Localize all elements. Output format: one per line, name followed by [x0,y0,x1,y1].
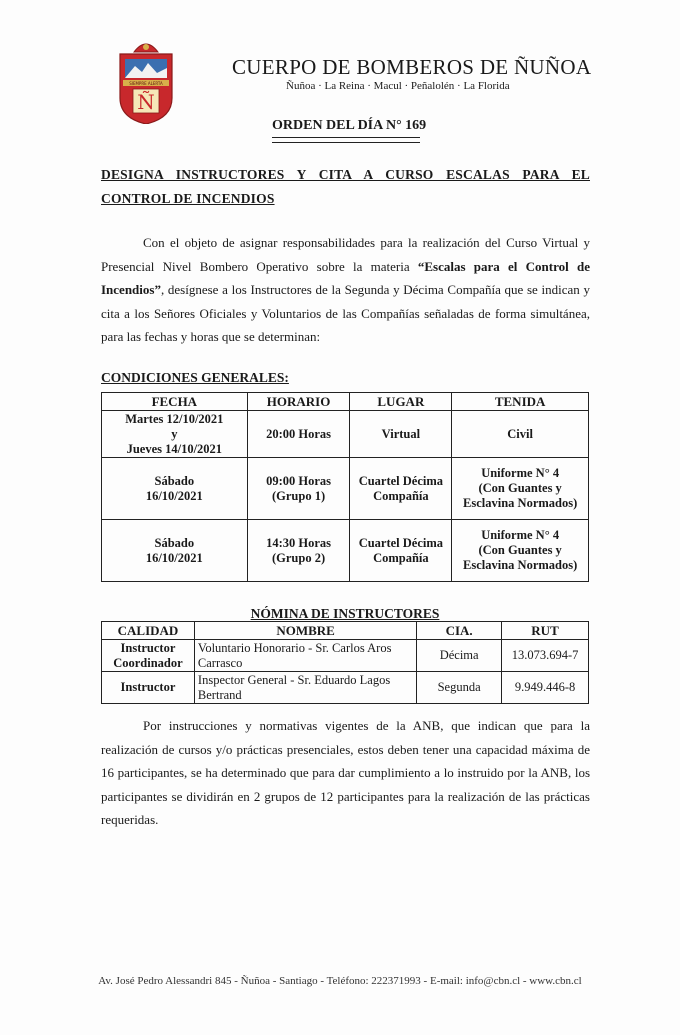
rut-cell: 9.949.446-8 [502,672,589,704]
table-row [102,640,589,672]
cell-line: Esclavina Normados) [463,496,578,510]
subject-heading [101,163,590,211]
cell-line: 16/10/2021 [145,488,203,503]
lugar-cell [350,520,452,582]
header-lugar: LUGAR [350,393,452,411]
rut-cell: 13.073.694-7 [502,640,589,672]
conditions-heading: CONDICIONES GENERALES: [101,370,289,385]
cell-line: Compañía [373,550,429,565]
fecha-cell [102,520,248,582]
header-tenida: TENIDA [452,393,589,411]
horario-cell [247,411,350,458]
intro-paragraph [101,231,590,349]
tenida-cell [452,520,589,582]
cell-line: Jueves 14/10/2021 [126,441,223,456]
conditions-table [101,392,589,582]
fecha-cell [102,458,248,520]
tenida-cell [452,411,589,458]
cell-line: Compañía [373,488,429,503]
course-name: “Escalas para el Control de Incendios” [101,258,590,297]
cell-line: Instructor [120,680,176,694]
instructors-heading: NÓMINA DE INSTRUCTORES [250,606,440,621]
intro-text-1: Con el objeto de asignar responsabilidades para la realización del Curso Virtual y Presencial Nivel Bombero Operativo sobre la materia [101,235,590,274]
cell-line: (Con Guantes y [478,481,562,495]
fire-department-emblem [117,38,175,124]
instructors-table [101,621,589,704]
cell-line: y [171,426,178,441]
table-row [102,458,589,520]
emblem-ribbon-text: SIEMPRE ALERTA [129,80,163,86]
cell-line: 14:30 Horas [266,535,332,550]
cell-line: Sábado [154,473,195,488]
cell-line: Esclavina Normados) [463,558,578,572]
cell-line: Civil [507,426,533,441]
order-title: ORDEN DEL DÍA N° 169 [272,118,427,133]
cell-line: Uniforme N° 4 [481,466,560,480]
tenida-cell [452,458,589,520]
cell-line: 09:00 Horas [266,473,332,488]
instructors-header-row [102,622,589,640]
cell-line: 20:00 Horas [266,426,332,441]
lugar-cell [350,458,452,520]
cell-line: (Con Guantes y [478,543,562,557]
organization-communes: Ñuñoa · La Reina · Macul · Peñalolén · La Florida [286,80,510,92]
cell-line: Inspector General - Sr. Eduardo Lagos [197,672,391,687]
header-calidad: CALIDAD [102,622,195,640]
cell-line: Sábado [154,535,195,550]
cell-line: (Grupo 2) [271,550,326,565]
intro-text-2: , desígnese a los Instructores de la Segunda y Décima Compañía que se indican y cita a los Señores Oficiales y Voluntarios de las Compañías señaladas de forma simultánea, para las fechas y horas que se determinan: [101,282,590,344]
header-rut: RUT [502,622,589,640]
cell-line: 16/10/2021 [145,550,203,565]
cell-line: Cuartel Décima [358,473,444,488]
organization-title: CUERPO DE BOMBEROS DE ÑUÑOA [232,55,592,79]
cell-line: Coordinador [113,655,183,670]
emblem-letter: Ñ [137,90,155,114]
cell-line: Cuartel Décima [358,535,444,550]
header-nombre: NOMBRE [194,622,416,640]
cell-line: Uniforme N° 4 [481,528,560,542]
cia-cell: Décima [417,640,502,672]
cell-line: Martes 12/10/2021 [125,411,224,426]
conditions-header-row [102,393,589,411]
cell-line: Virtual [381,426,421,441]
header-fecha: FECHA [102,393,248,411]
table-row [102,520,589,582]
cell-line: Carrasco [197,655,243,670]
lugar-cell [350,411,452,458]
cia-cell: Segunda [417,672,502,704]
cell-line: Instructor [120,640,176,655]
header-horario: HORARIO [247,393,350,411]
table-row [102,672,589,704]
closing-text: Por instrucciones y normativas vigentes de la ANB, que indican que para la realización de cursos y/o prácticas presenciales, estos deben tener una capacidad máxima de 16 participantes, se ha determinado que para dar cumplimiento a lo instruido por la ANB, los participantes se dividirán en 2 grupos de 12 participantes para la realización de las prácticas requeridas. [101,718,590,827]
subject-line-2: CONTROL DE INCENDIOS [101,191,275,206]
horario-cell [247,520,350,582]
closing-paragraph [101,714,590,832]
footer-contact: Av. José Pedro Alessandri 845 - Ñuñoa - Santiago - Teléfono: 222371993 - E-mail: info@cbn.cl - www.cbn.cl [98,975,582,987]
calidad-cell [102,672,195,704]
cell-line: Voluntario Honorario - Sr. Carlos Aros [197,640,392,655]
horario-cell [247,458,350,520]
nombre-cell [194,640,416,672]
calidad-cell [102,640,195,672]
cell-line: (Grupo 1) [271,488,326,503]
nombre-cell [194,672,416,704]
cell-line: Bertrand [197,687,242,702]
order-double-underline [272,137,420,143]
table-row [102,411,589,458]
subject-line-1: DESIGNA INSTRUCTORES Y CITA A CURSO ESCALAS PARA EL [101,167,590,182]
fecha-cell [102,411,248,458]
header-cia: CIA. [417,622,502,640]
